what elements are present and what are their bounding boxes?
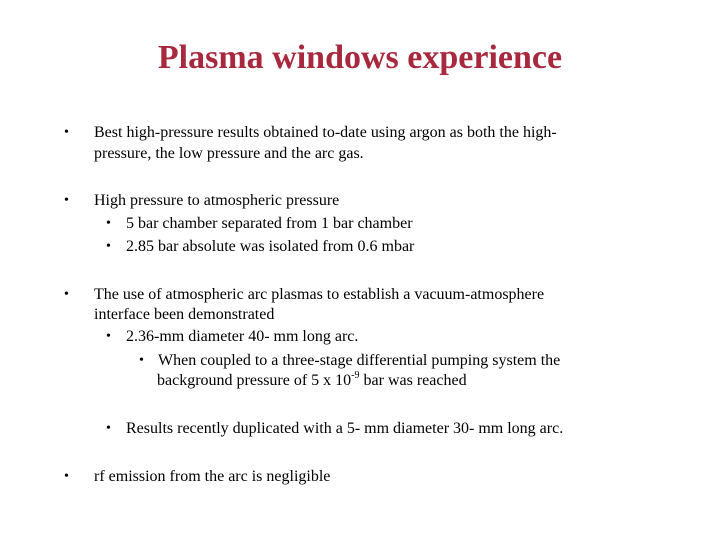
bullet-3-line-2: interface been demonstrated	[94, 306, 275, 323]
bullet-marker: •	[64, 193, 69, 208]
bullet-3-sub-1: 2.36-mm diameter 40- mm long arc.	[126, 328, 359, 345]
bullet-marker: •	[64, 469, 69, 484]
sub-bullet-marker: •	[106, 239, 111, 254]
bullet-3-subsub-line-2	[157, 372, 467, 390]
sub-bullet-marker: •	[106, 421, 111, 436]
pressure-text: background pressure of 5 x 10	[157, 372, 352, 389]
bullet-2-sub-2: 2.85 bar absolute was isolated from 0.6 mbar	[126, 238, 415, 255]
bullet-2-sub-1: 5 bar chamber separated from 1 bar chamber	[126, 215, 413, 232]
bullet-4-text: rf emission from the arc is negligible	[94, 468, 331, 485]
sub-bullet-marker: •	[106, 216, 111, 231]
pressure-exponent: -9	[351, 370, 360, 381]
sub-sub-bullet-marker: •	[139, 353, 144, 368]
sub-bullet-marker: •	[106, 329, 111, 344]
slide-title: Plasma windows experience	[157, 39, 563, 76]
bullet-3-sub-2: Results recently duplicated with a 5- mm diameter 30- mm long arc.	[126, 420, 564, 437]
bullet-2-text: High pressure to atmospheric pressure	[94, 192, 340, 209]
bullet-1-line-1: Best high-pressure results obtained to-date using argon as both the high-	[94, 124, 557, 141]
bullet-marker: •	[64, 287, 69, 302]
bullet-marker: •	[64, 125, 69, 140]
pressure-suffix: bar was reached	[359, 372, 467, 389]
bullet-1-line-2: pressure, the low pressure and the arc gas.	[94, 145, 364, 162]
bullet-3-line-1: The use of atmospheric arc plasmas to establish a vacuum-atmosphere	[94, 286, 545, 303]
bullet-3-subsub-line-1: When coupled to a three-stage differential pumping system the	[158, 352, 561, 369]
